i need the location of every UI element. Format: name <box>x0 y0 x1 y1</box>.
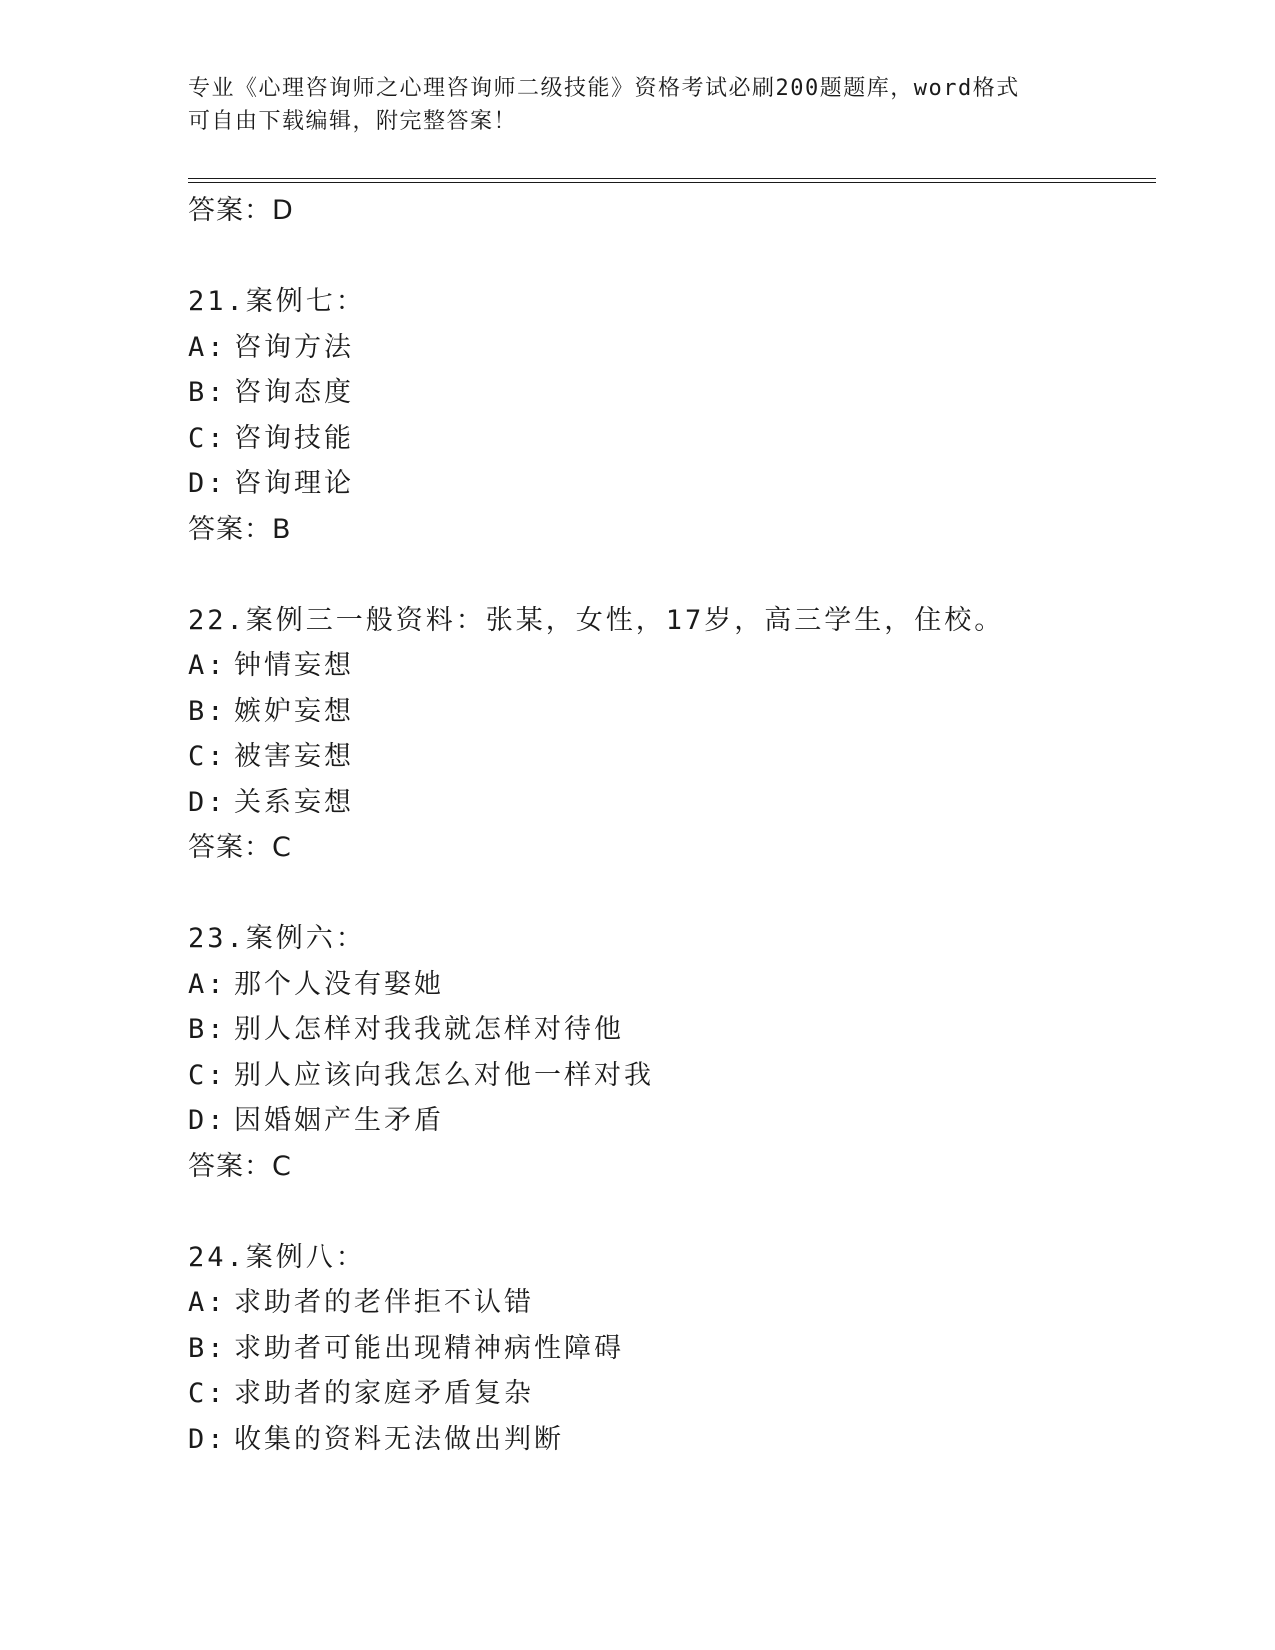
option-d <box>188 780 1148 826</box>
option-c <box>188 734 1148 780</box>
option-text: 嫉妒妄想 <box>234 695 354 727</box>
option-b <box>188 1007 1148 1053</box>
option-key: C: <box>188 1059 227 1091</box>
question-23 <box>188 916 1148 1189</box>
option-c <box>188 1371 1148 1417</box>
document-header <box>188 72 1068 138</box>
option-c <box>188 1053 1148 1099</box>
option-key: C: <box>188 741 227 772</box>
option-text: 钟情妄想 <box>234 650 354 681</box>
option-key: C: <box>188 1378 227 1409</box>
option-key: C: <box>188 422 227 454</box>
answer-line: 答案：C <box>188 832 292 863</box>
option-text: 咨询态度 <box>234 377 354 408</box>
answer-line: 答案：D <box>188 195 294 226</box>
answer-line: 答案：C <box>188 1150 292 1182</box>
option-b <box>188 689 1148 735</box>
header-line-2: 可自由下载编辑，附完整答案！ <box>188 109 518 134</box>
option-d <box>188 1417 1148 1463</box>
option-key: B: <box>188 1332 227 1364</box>
option-key: B: <box>188 695 227 727</box>
question-title: 22.案例三一般资料：张某，女性，17岁，高三学生，住校。 <box>188 604 1005 636</box>
option-d <box>188 461 1148 507</box>
option-text: 因婚姻产生矛盾 <box>234 1105 444 1136</box>
question-list <box>188 188 1148 1462</box>
option-b <box>188 370 1148 416</box>
question-title: 24.案例八： <box>188 1241 366 1273</box>
question-24 <box>188 1235 1148 1463</box>
option-text: 咨询方法 <box>234 331 354 363</box>
question-22 <box>188 598 1148 871</box>
option-key: A: <box>188 1287 227 1318</box>
option-key: A: <box>188 968 227 1000</box>
option-a <box>188 325 1148 371</box>
header-line-1: 专业《心理咨询师之心理咨询师二级技能》资格考试必刷200题题库，word格式 <box>188 76 1020 101</box>
option-key: B: <box>188 1014 227 1045</box>
question-title: 21.案例七： <box>188 286 366 317</box>
option-text: 关系妄想 <box>234 786 354 818</box>
option-a <box>188 643 1148 689</box>
option-key: D: <box>188 786 227 818</box>
option-text: 咨询理论 <box>234 468 354 499</box>
option-text: 被害妄想 <box>234 741 354 772</box>
option-text: 求助者的老伴拒不认错 <box>234 1287 534 1318</box>
option-key: B: <box>188 377 227 408</box>
option-b <box>188 1326 1148 1372</box>
option-text: 别人怎样对我我就怎样对待他 <box>234 1014 624 1045</box>
header-double-rule <box>188 178 1156 183</box>
option-c <box>188 416 1148 462</box>
option-text: 别人应该向我怎么对他一样对我 <box>234 1059 654 1091</box>
answer-line: 答案：B <box>188 513 292 545</box>
option-a <box>188 962 1148 1008</box>
question-title: 23.案例六： <box>188 923 366 954</box>
option-text: 那个人没有娶她 <box>234 968 444 1000</box>
option-d <box>188 1098 1148 1144</box>
option-text: 收集的资料无法做出判断 <box>234 1423 564 1455</box>
option-text: 求助者的家庭矛盾复杂 <box>234 1378 534 1409</box>
option-key: A: <box>188 650 227 681</box>
option-a <box>188 1280 1148 1326</box>
option-key: D: <box>188 1105 227 1136</box>
option-text: 咨询技能 <box>234 422 354 454</box>
option-key: D: <box>188 468 227 499</box>
option-key: A: <box>188 331 227 363</box>
option-key: D: <box>188 1423 227 1455</box>
option-text: 求助者可能出现精神病性障碍 <box>234 1332 624 1364</box>
question-21 <box>188 279 1148 552</box>
